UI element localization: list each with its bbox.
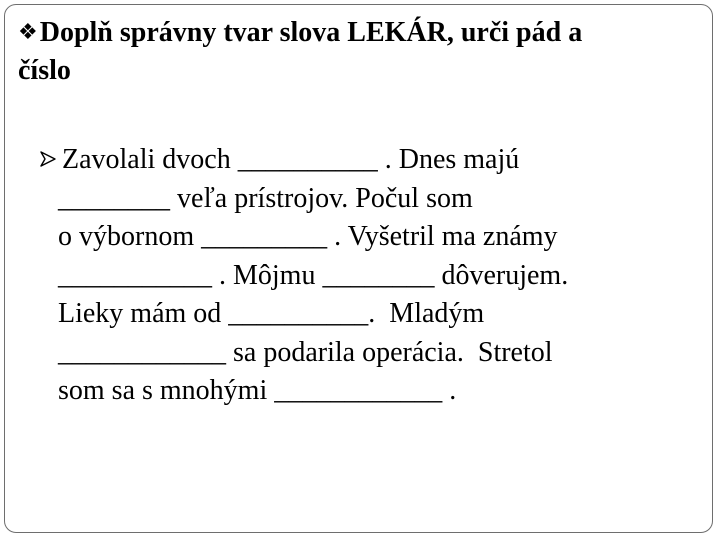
diamond-cluster-icon: ❖: [18, 19, 38, 44]
exercise-line-5: Lieky mám od __________. Mladým: [58, 298, 485, 329]
title-line-1-text: Doplň správny tvar slova LEKÁR, urči pád a: [39, 17, 583, 48]
exercise-line-3: o výbornom _________ . Vyšetril ma známy: [58, 221, 558, 252]
exercise-line-7: som sa s mnohými ____________ .: [58, 375, 457, 406]
exercise-line-2: ________ veľa prístrojov. Počul som: [58, 182, 473, 214]
slide-title: [18, 14, 698, 89]
title-line-2: číslo: [18, 55, 71, 86]
hollow-arrow-bullet-icon: [38, 149, 58, 173]
exercise-line-6: ____________ sa podarila operácia. Stretol: [58, 336, 553, 368]
hollow-arrow-bullet-svg: [38, 149, 58, 169]
exercise-line-4: ___________ . Môjmu ________ dôverujem.: [58, 259, 569, 291]
title-line-1: [18, 14, 698, 52]
exercise-line-1: Zavolali dvoch __________ . Dnes majú: [62, 144, 520, 175]
exercise-text: [38, 141, 678, 411]
